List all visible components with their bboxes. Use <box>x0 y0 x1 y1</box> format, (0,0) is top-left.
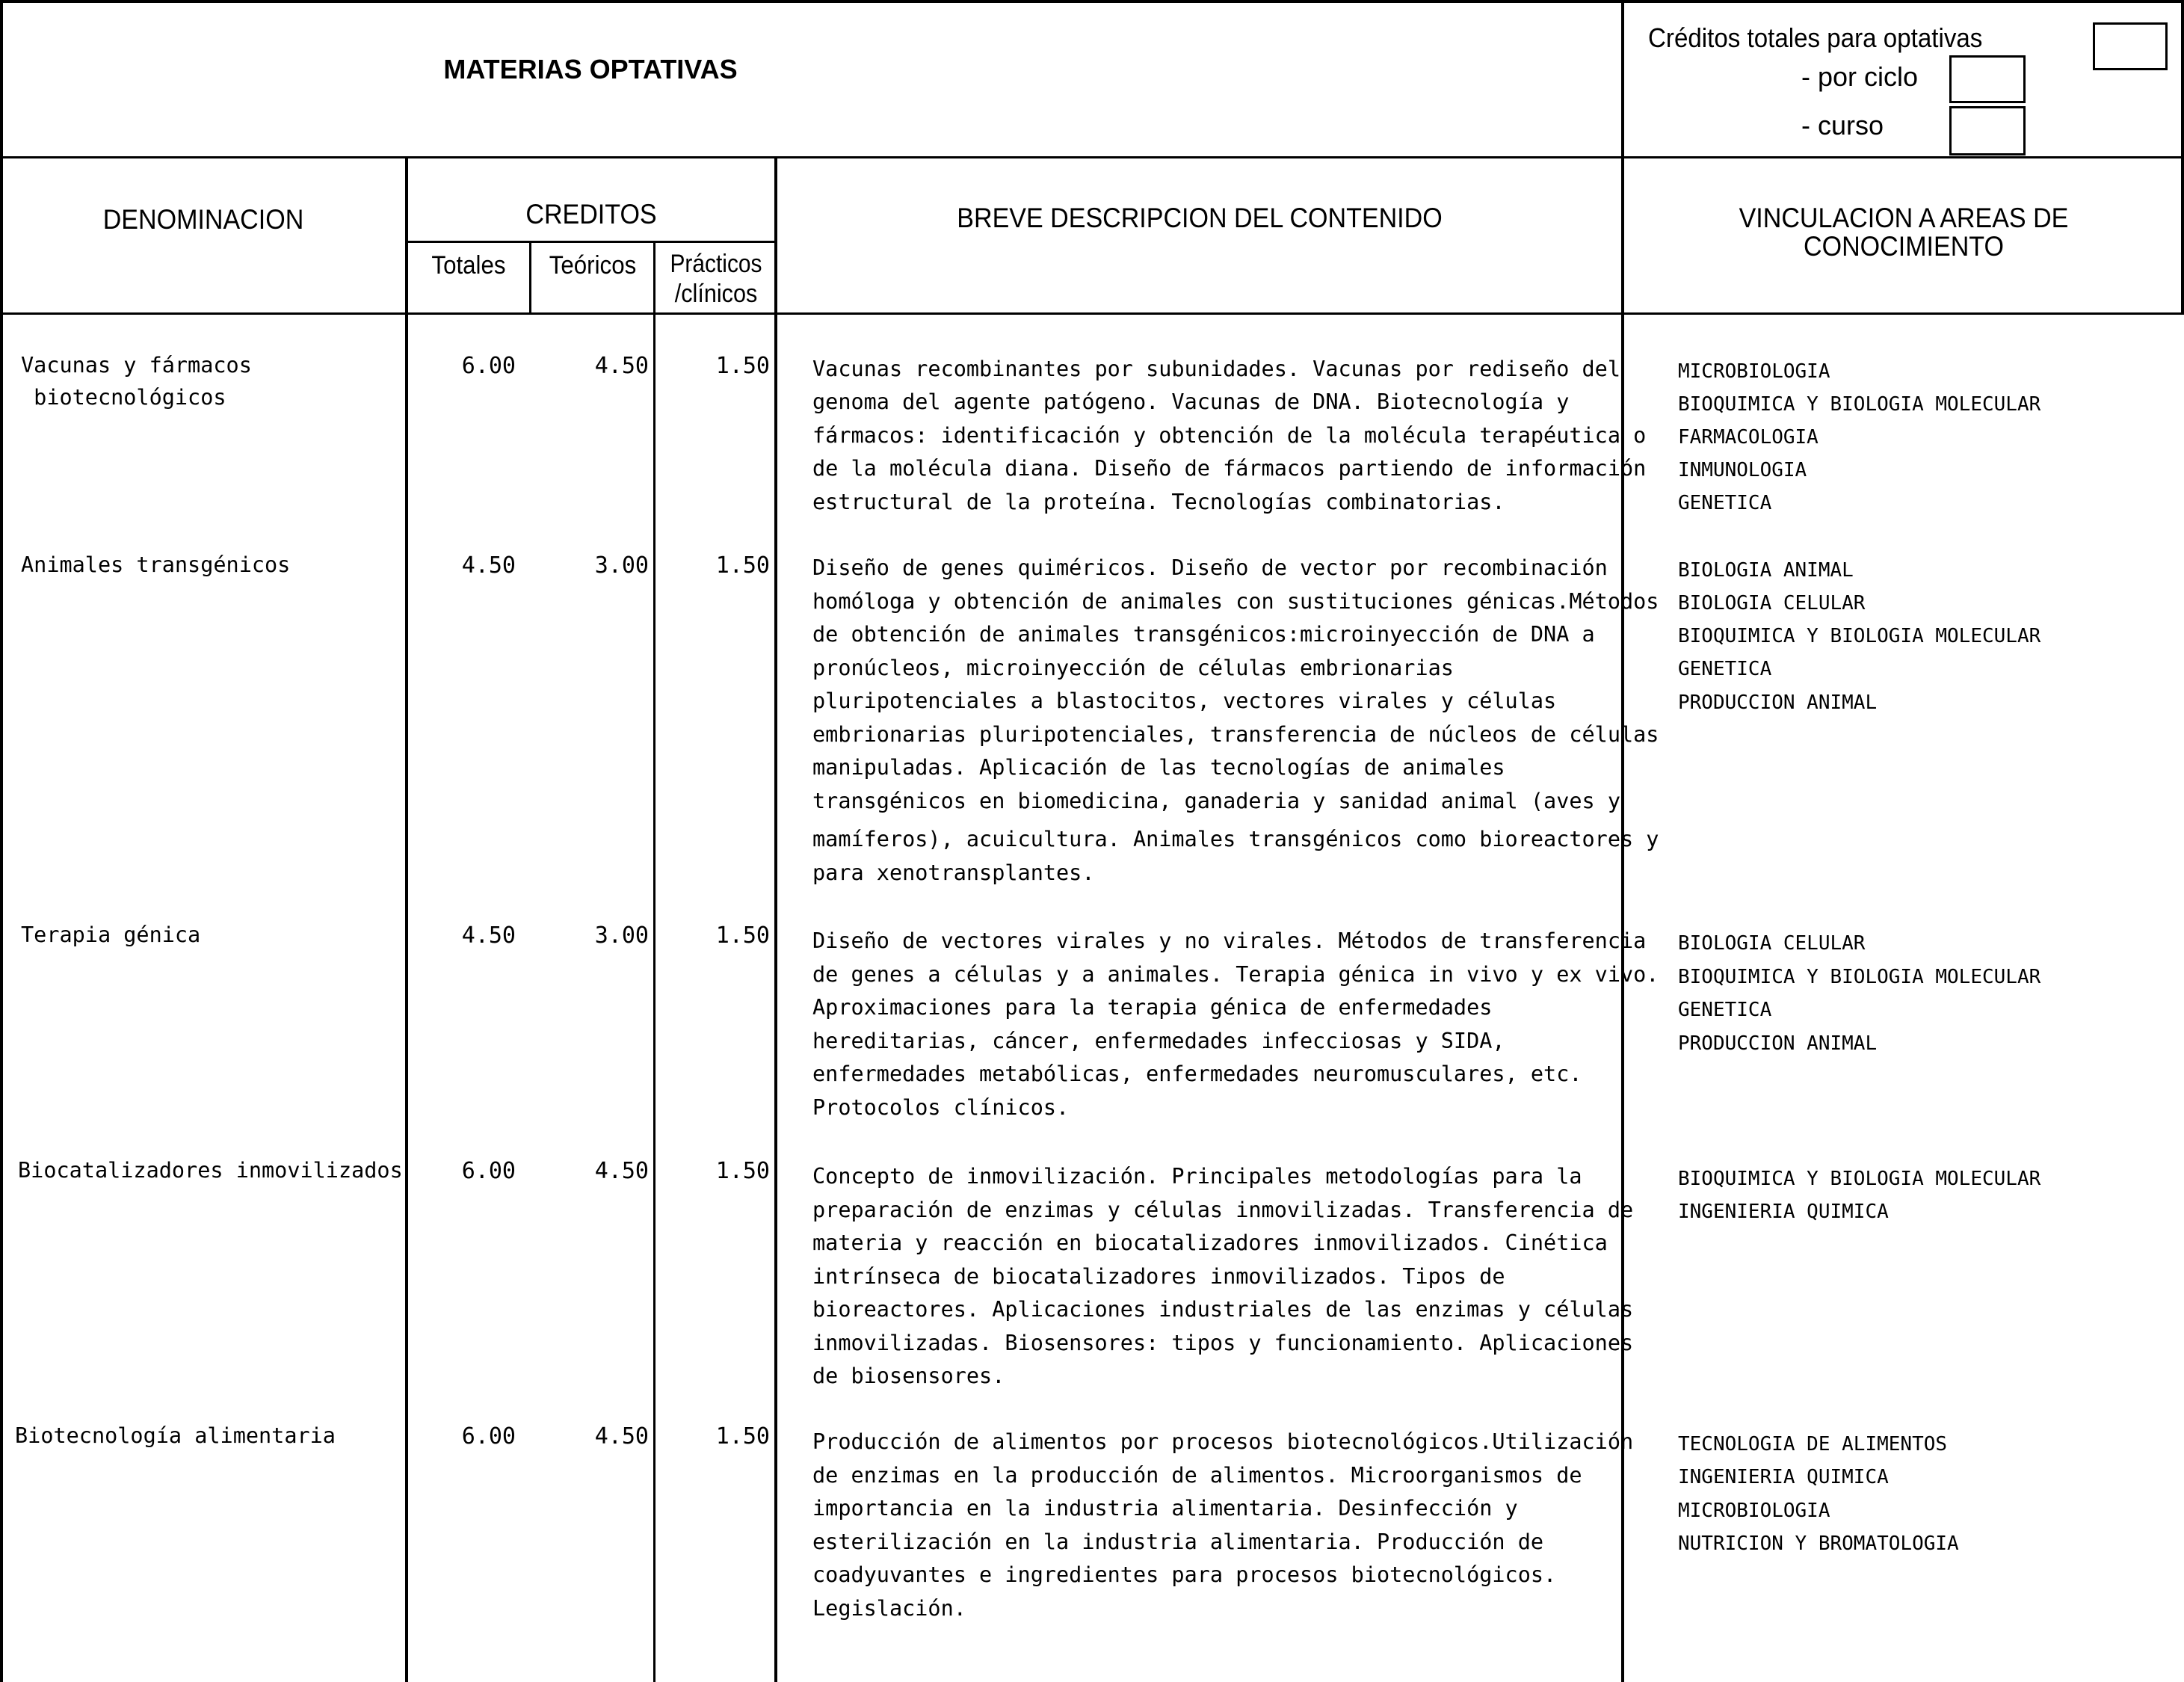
page-title: MATERIAS OPTATIVAS <box>443 54 738 84</box>
row-1-area-2: BIOQUIMICA Y BIOLOGIA MOLECULAR <box>1678 393 2041 416</box>
row-3-desc-line-5: enfermedades metabólicas, enfermedades neuromusculares, etc. <box>812 1062 1582 1086</box>
row-5-area-2: INGENIERIA QUIMICA <box>1678 1466 1889 1488</box>
row-5-area-4: NUTRICION Y BROMATOLOGIA <box>1678 1532 1959 1555</box>
row-4-desc-line-1: Concepto de inmovilización. Principales metodologías para la <box>812 1164 1582 1189</box>
col-divider-practicos <box>774 156 777 1682</box>
row-2-desc-line-2: homóloga y obtención de animales con sustituciones génicas.Métodos <box>812 589 1659 614</box>
header-clinicos: /clínicos <box>674 280 758 308</box>
row-1-practicos: 1.50 <box>715 353 770 379</box>
row-1-totales: 6.00 <box>461 353 516 379</box>
col-divider-totales <box>529 241 531 314</box>
row-2-area-4: GENETICA <box>1678 658 1772 680</box>
row-2-totales: 4.50 <box>461 552 516 579</box>
por-ciclo-box[interactable] <box>1949 55 2026 103</box>
row-5-totales: 6.00 <box>461 1423 516 1450</box>
row-4-area-2: INGENIERIA QUIMICA <box>1678 1201 1889 1223</box>
row-1-desc-line-3: fármacos: identificación y obtención de la molécula terapéutica o <box>812 423 1647 448</box>
header-bottom-divider <box>0 312 2184 315</box>
row-1-desc-line-4: de la molécula diana. Diseño de fármacos partiendo de información <box>812 456 1647 481</box>
col-divider-denominacion <box>405 156 408 1682</box>
header-vinculacion-2: CONOCIMIENTO <box>1804 231 2004 262</box>
row-3-area-3: GENETICA <box>1678 999 1772 1021</box>
row-1-area-3: FARMACOLOGIA <box>1678 426 1819 449</box>
row-4-name-line-1: Biocatalizadores inmovilizados <box>18 1158 403 1183</box>
header-totales: Totales <box>431 251 506 280</box>
row-5-desc-line-1: Producción de alimentos por procesos biotecnológicos.Utilización <box>812 1429 1634 1454</box>
row-2-desc-line-5: pluripotenciales a blastocitos, vectores virales y células <box>812 688 1557 713</box>
row-1-name-line-2: biotecnológicos <box>21 385 226 410</box>
row-3-desc-line-6: Protocolos clínicos. <box>812 1095 1070 1120</box>
row-3-totales: 4.50 <box>461 922 516 949</box>
header-practicos: Prácticos <box>670 250 762 278</box>
row-3-practicos: 1.50 <box>715 922 770 949</box>
col-divider-teoricos <box>653 241 655 1682</box>
row-2-desc-line-4: pronúcleos, microinyección de células embrionarias <box>812 656 1454 680</box>
row-2-area-1: BIOLOGIA ANIMAL <box>1678 559 1854 582</box>
row-5-desc-line-4: esterilización en la industria alimentaria. Producción de <box>812 1529 1544 1554</box>
row-3-name-line-1: Terapia génica <box>21 922 201 947</box>
row-1-desc-line-1: Vacunas recombinantes por subunidades. Vacunas por rediseño del <box>812 357 1620 381</box>
row-1-desc-line-2: genoma del agente patógeno. Vacunas de DNA. Biotecnología y <box>812 389 1570 414</box>
row-4-desc-line-7: de biosensores. <box>812 1364 1005 1388</box>
row-3-desc-line-1: Diseño de vectores virales y no virales. Métodos de transferencia <box>812 928 1647 953</box>
row-2-teoricos: 3.00 <box>594 552 649 579</box>
row-2-practicos: 1.50 <box>715 552 770 579</box>
row-5-practicos: 1.50 <box>715 1423 770 1450</box>
row-2-area-3: BIOQUIMICA Y BIOLOGIA MOLECULAR <box>1678 625 2041 647</box>
row-2-desc-line-3: de obtención de animales transgénicos:microinyección de DNA a <box>812 622 1595 647</box>
row-3-teoricos: 3.00 <box>594 922 649 949</box>
row-5-desc-line-2: de enzimas en la producción de alimentos. Microorganismos de <box>812 1463 1582 1488</box>
row-3-desc-line-4: hereditarias, cáncer, enfermedades infecciosas y SIDA, <box>812 1029 1505 1053</box>
row-2-area-2: BIOLOGIA CELULAR <box>1678 592 1866 614</box>
row-2-desc-line-8: transgénicos en biomedicina, ganaderia y sanidad animal (aves y <box>812 789 1620 813</box>
row-2-name-line-1: Animales transgénicos <box>21 552 291 577</box>
row-4-teoricos: 4.50 <box>594 1158 649 1184</box>
row-2-area-5: PRODUCCION ANIMAL <box>1678 691 1878 714</box>
left-border <box>0 0 3 1682</box>
row-1-teoricos: 4.50 <box>594 353 649 379</box>
creditos-divider <box>407 241 776 243</box>
row-5-name-line-1: Biotecnología alimentaria <box>15 1423 336 1448</box>
row-5-teoricos: 4.50 <box>594 1423 649 1450</box>
row-5-area-3: MICROBIOLOGIA <box>1678 1500 1830 1522</box>
row-5-desc-line-5: coadyuvantes e ingredientes para procesos biotecnológicos. <box>812 1562 1557 1587</box>
row-4-totales: 6.00 <box>461 1158 516 1184</box>
header-descripcion: BREVE DESCRIPCION DEL CONTENIDO <box>957 203 1443 233</box>
row-5-desc-line-6: Legislación. <box>812 1596 966 1621</box>
row-2-desc-line-10: para xenotransplantes. <box>812 860 1095 885</box>
row-4-desc-line-6: inmovilizadas. Biosensores: tipos y funcionamiento. Aplicaciones <box>812 1331 1634 1355</box>
row-2-desc-line-1: Diseño de genes quiméricos. Diseño de vector por recombinación <box>812 555 1608 580</box>
row-3-area-1: BIOLOGIA CELULAR <box>1678 932 1866 955</box>
row-2-desc-line-6: embrionarias pluripotenciales, transferencia de núcleos de células <box>812 722 1659 747</box>
por-ciclo-label: - por ciclo <box>1801 61 1919 92</box>
row-4-desc-line-4: intrínseca de biocatalizadores inmovilizados. Tipos de <box>812 1264 1505 1289</box>
curso-box[interactable] <box>1949 106 2026 155</box>
row-1-area-4: INMUNOLOGIA <box>1678 459 1807 481</box>
curso-label: - curso <box>1801 110 1884 141</box>
row-3-area-2: BIOQUIMICA Y BIOLOGIA MOLECULAR <box>1678 966 2041 988</box>
title-divider <box>0 156 2184 158</box>
row-2-desc-line-7: manipuladas. Aplicación de las tecnologías de animales <box>812 755 1505 780</box>
row-1-name-line-1: Vacunas y fármacos <box>21 353 252 378</box>
row-3-area-4: PRODUCCION ANIMAL <box>1678 1032 1878 1055</box>
top-border <box>0 0 2184 3</box>
row-1-area-5: GENETICA <box>1678 492 1772 514</box>
row-3-desc-line-3: Aproximaciones para la terapia génica de enfermedades <box>812 995 1493 1020</box>
row-4-desc-line-5: bioreactores. Aplicaciones industriales de las enzimas y células <box>812 1297 1634 1322</box>
row-4-area-1: BIOQUIMICA Y BIOLOGIA MOLECULAR <box>1678 1168 2041 1190</box>
row-5-area-1: TECNOLOGIA DE ALIMENTOS <box>1678 1433 1948 1455</box>
row-1-area-1: MICROBIOLOGIA <box>1678 360 1830 383</box>
header-denominacion: DENOMINACION <box>102 204 304 235</box>
creditos-totales-label: Créditos totales para optativas <box>1648 22 1983 53</box>
row-4-desc-line-3: materia y reacción en biocatalizadores inmovilizados. Cinética <box>812 1230 1608 1255</box>
header-creditos: CREDITOS <box>525 199 657 229</box>
header-vinculacion-1: VINCULACION A AREAS DE <box>1739 203 2069 233</box>
row-4-practicos: 1.50 <box>715 1158 770 1184</box>
row-2-desc-line-9: mamíferos), acuicultura. Animales transgénicos como bioreactores y <box>812 827 1659 851</box>
row-1-desc-line-5: estructural de la proteína. Tecnologías combinatorias. <box>812 490 1505 514</box>
header-teoricos: Teóricos <box>549 251 637 280</box>
row-4-desc-line-2: preparación de enzimas y células inmovilizadas. Transferencia de <box>812 1198 1634 1222</box>
row-5-desc-line-3: importancia en la industria alimentaria. Desinfección y <box>812 1496 1518 1521</box>
creditos-totales-box[interactable] <box>2093 22 2168 70</box>
row-3-desc-line-2: de genes a células y a animales. Terapia génica in vivo y ex vivo. <box>812 962 1659 987</box>
